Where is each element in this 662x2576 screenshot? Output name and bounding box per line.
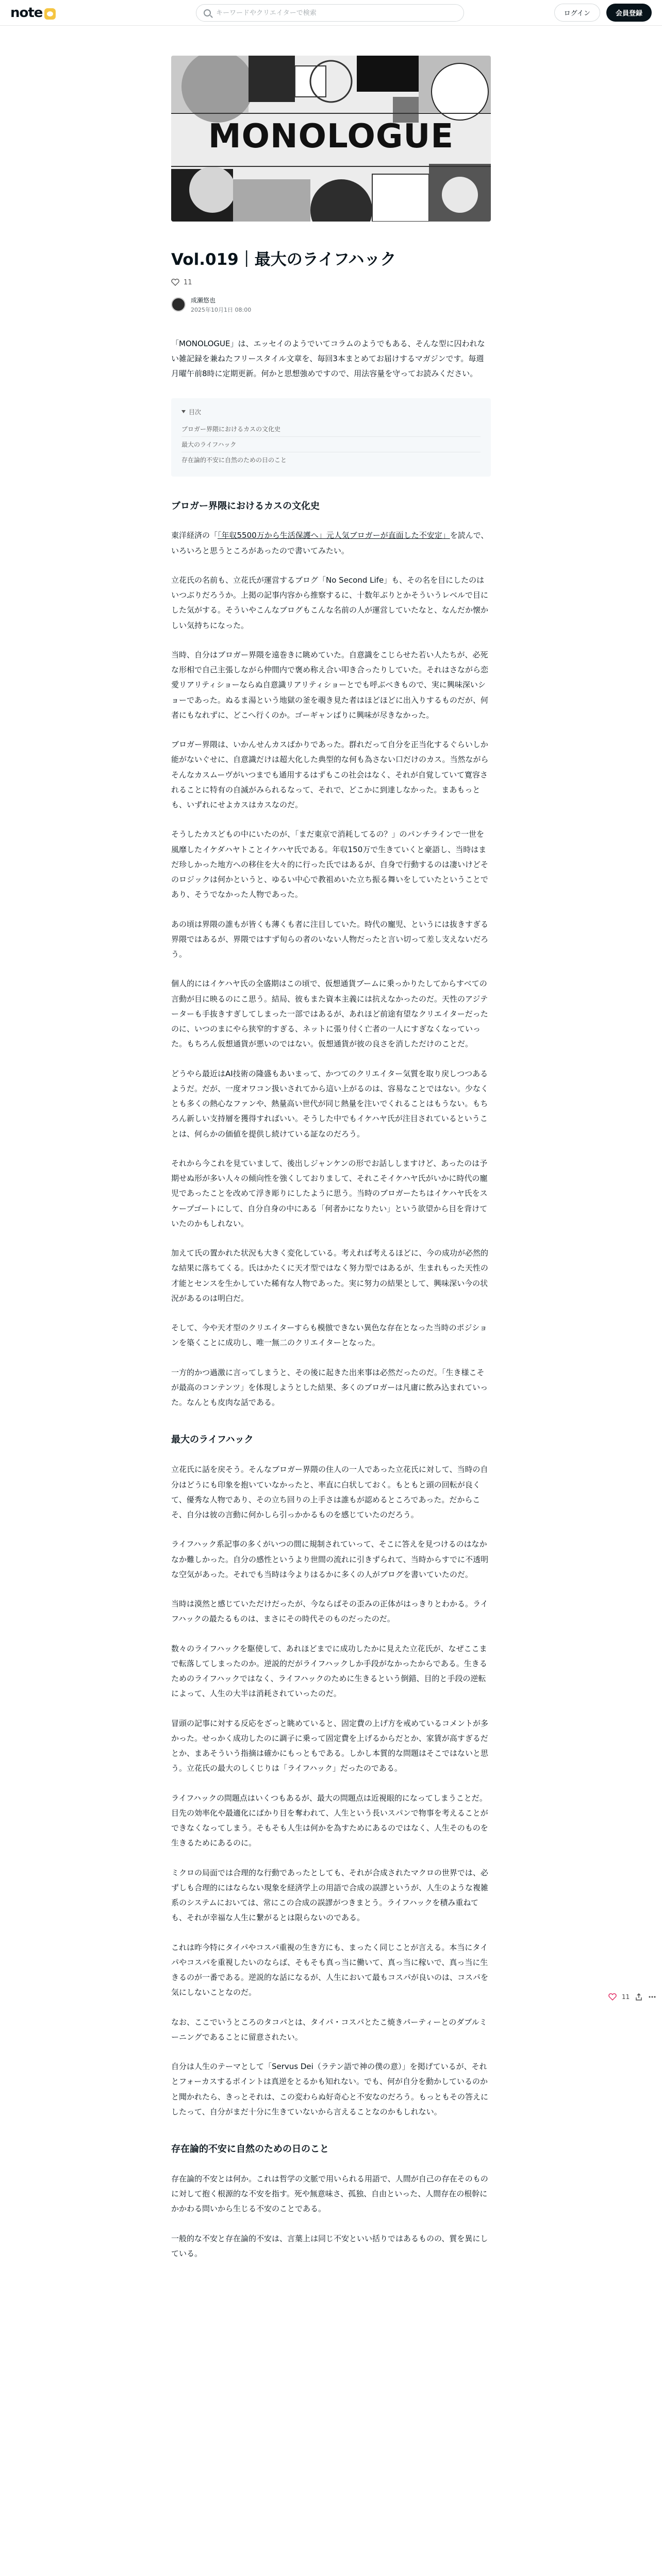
toc-item[interactable]: 存在論的不安に自然のための日のこと [181,456,287,464]
chevron-down-icon[interactable] [181,410,186,413]
paragraph: どうやら最近はAI技術の隆盛もあいまって、かつてのクリエイター気質を取り戻しつつあるようだ。だが、一度オワコン扱いされてから這い上がるのは、容易なことではない。少なくとも多くの熱心なファンや、熱量高い世代が同じ熱量を注いでくれることはもうない。もちろん新しい支持層を獲得すればいい。そうした中でもイケハヤ氏が注目されているということは、何らかの価値を提供し続けている証なのだろう。 [171,1069,489,1139]
toc-item[interactable]: 最大のライフハック [181,437,481,452]
header-actions [554,4,652,22]
paragraph [171,528,491,558]
article-title: Vol.019｜最大のライフハック [171,250,396,269]
like-count: 11 [184,278,192,286]
search-input[interactable] [216,9,456,17]
search-icon [204,9,211,16]
like-heart-icon[interactable] [608,1993,617,2001]
paragraph: 立花氏の名前も、立花氏が運営するブログ「No Second Life」も、その名を目にしたのはいつぶりだろうか。上掲の記事内容から推察するに、十数年ぶりとかそういうレベルで目にした気がする。そういやこんなブログもこんな名前の人が運営していたなと、なんだか懐かしい気持ちになった。 [171,575,489,630]
logo-text[interactable]: note [10,5,43,21]
paragraph: それから今これを見ていまして、後出しジャンケンの形でお話ししますけど、あったのは予期せぬ形が多い人々の傾向性を強くしておりまして、それこそイケハヤ氏がいかに時代の寵児であったことを改めて浮き彫りにしたように思う。当時のブロガーたちはイケハヤ氏をスケープゴートにして、自分自身の中にある「何者かになりたい」という欲望から目を背けていたのかもしれない。 [171,1158,488,1228]
hero-title: MONOLOGUE [208,117,454,156]
signup-button[interactable]: 会員登録 [606,4,652,22]
reactions [171,279,491,286]
paragraph: 当時は漠然と感じていただけだったが、今ならばその歪みの正体がはっきりとわかる。ライフハックの最たるものは、まさにその時代そのものだったのだ。 [171,1599,488,1624]
publish-date: 2025年10月1日 08:00 [191,306,252,313]
paragraph: なお、ここでいうところのタコパとは、タイパ・コスパとたこ焼きパーティーとのダブルミーニングであることに留意されたい。 [171,2017,487,2042]
section-heading: 存在論的不安に自然のための日のこと [171,2144,329,2155]
paragraph: これは昨今特にタイパやコスパ重視の生き方にも、まったく同じことが言える。本当にタイパやコスパを重視したいのならば、そもそも真っ当に働いて、真っ当に稼いで、真っ当に生きるのが一番である。逆説的な話になるが、人生において最もコスパが良いのは、コスパを気にしないことなのだ。 [171,1942,489,1997]
paragraph: ミクロの局面では合理的な行動であったとしても、それが合成されたマクロの世界では、必ずしも合理的にはならない現象を経済学上の用語で合成の誤謬というが、人生のような複雑系のシステムにおいては、常にこの合成の誤謬がつきまとう。ライフハックを積み重ねても、それが幸福な人生に繋がるとは限らないのである。 [171,1868,489,1923]
note-logo[interactable] [10,5,56,21]
paragraph: そして、今や天才型のクリエイターすらも模倣できない異色な存在となった当時のポジションを築くことに成功し、唯一無二のクリエイターとなった。 [171,1323,487,1348]
toc-item[interactable]: ブロガー界隈におけるカスの文化史 [181,421,481,437]
section-heading: 最大のライフハック [171,1434,254,1446]
side-like-count: 11 [622,1993,630,2001]
paragraph: 加えて氏の置かれた状況も大きく変化している。考えれば考えるほどに、今の成功が必然的な結果に落ちてくる。氏はかたくに天才型ではなく努力型ではあるが、生まれもった天性の才能とセンスを生かしていた稀有な人物であった。実に努力の結果として、興味深い今の状況があるのは明白だ。 [171,1248,489,1303]
paragraph: 冒頭の記事に対する反応をざっと眺めていると、固定費の上げ方を戒めているコメントが多かった。せっかく成功したのに調子に乗って固定費を上げるからだとか、家賃が高すぎるだとか、まあそういう指摘は確かにもっともである。しかし本質的な問題はそこではないと思う。立花氏の最大のしくじりは「ライフハック」だったのである。 [171,1718,489,1773]
paragraph: 一方的かつ過激に言ってしまうと、その後に起きた出来事は必然だったのだ。「生き様こそが最高のコンテンツ」を体現しようとした結果、多くのブロガーは凡庸に飲み込まれていった。なんとも皮肉な話である。 [171,1367,488,1408]
section-heading: ブロガー界隈におけるカスの文化史 [171,500,320,512]
share-icon[interactable] [635,1993,643,2001]
site-header [0,0,662,26]
author-name[interactable]: 成瀬悠也 [191,296,216,304]
paragraph: 個人的にはイケハヤ氏の全盛期はこの頃で、仮想通貨ブームに乗っかりたしてからすべての言動が目に映るのにこ思う。結局、彼もまた資本主義には抗えなかったのだ。天性のアジテーターも手抜きすぎしてしまった一部ではあるが、あれほど前途有望なクリエイターだったのに、いつのまにやら狭窄的すぎる、ネットに張り付く亡者の一人にすぎなくなっていった。もちろん仮想通貨が悪いのではない。仮想通貨が彼の良さを消しただけのことだ。 [171,979,488,1049]
logo-mascot-icon [44,8,56,20]
table-of-contents [171,398,491,477]
article-body [171,336,491,2261]
paragraph: 自分は人生のテーマとして「Servus Dei（ラテン語で神の僕の意）」を掲げているが、それとフォーカスするポイントは真逆をとるかも知れない。でも、何が自分を動かしているのかと聞かれたら、きっとそれは、この変わらぬ好奇心と不安なのだろう。もっともその答えにしたって、自分がまだ十分に生きていないから言えることなのかもしれない。 [171,2062,489,2116]
paragraph: ライフハック系記事の多くがいつの間に規制されていって、そこに答えを見つけるのはなかなか難しかった。自分の感性というより世間の流れに引きずられて、当時からすでに不透明な空気があった。それでも当時は今よりはるかに多くの人がブログを書いていたのだ。 [171,1539,489,1579]
avatar[interactable] [171,297,186,312]
paragraph: そうしたカスどもの中にいたのが、「まだ東京で消耗してるの？」のパンチラインで一世を風靡したイケダハヤトことイケハヤ氏である。年収150万で生きていくと豪語し、当時はまだ珍しかった地方への移住を大々的に行った氏ではあるが、自身で行動するのは凄いけどそのロジックは何かというと、ゆるい中心で教祖めいた立ち振る舞いをしていたということであり、そうでなかった人物であった。 [171,829,489,900]
intro-paragraph: 「MONOLOGUE」は、エッセイのようでいてコラムのようでもある、そんな型に囚われない雑記録を兼ねたフリースタイル文章を、毎回3本まとめてお届けするマガジンです。毎週月曜午前8時に定期更新。何かと思想強めですので、用法容量を守ってお読みください。 [171,338,485,379]
paragraph: あの頃は界隈の誰もが皆くも薄くも者に注目していた。時代の寵児、というには抜きすぎる界隈ではあるが、界隈ではすず旬らの者のいない人物だったと言い切って差し支えないだろう。 [171,919,489,959]
toc-header[interactable] [181,408,481,416]
paragraph-text: 東洋経済の「 [171,531,218,540]
paragraph: 当時、自分はブロガー界隈を遠巻きに眺めていた。自意識をこじらせた若い人たちが、必死な形相で自己主張しながら仲間内で褒め称え合い叩き合ったりしていた。それはさながら恋愛リアリティショーならぬ自意識リアリティショーとでも呼ぶべきもので、実に興味深いショーであった。ぬるま湯という地獄の釜を覗き見た者はほどほどに出入りするものだが、何者にもなれずに、どこへ行くのか。ゴーギャンばりに興味が尽きなかった。 [171,650,489,720]
paragraph: 数々のライフハックを駆使して、あれほどまでに成功したかに見えた立花氏が、なぜここまで転落してしまったのか。逆説的だがライフハックしか手段がなかったからである。生きるためのライフハックではなく、ライフハックのために生きるという倒錯、目的と手段の逆転によって、人生の大半は消耗されていったのだ。 [171,1643,487,1699]
floating-actions [608,1993,656,2001]
hero-image [171,56,491,222]
paragraph: ブロガー界隈は、いかんせんカスばかりであった。群れだって自分を正当化するぐらいしか能がないぐせに、自意識だけは超大化した典型的な何も為さない口だけのカス。当然ながらそんなカスムーヴがいつまでも通用するはずもこの社会はなく、それが自覚していて寛容されることに特有の自滅がみられるなって、それで、どこかに到達しなかった。まあもっとも、いずれにせよカスはカスなのだ。 [171,740,489,810]
toc-label: 目次 [189,408,202,416]
author-block[interactable] [171,296,491,314]
login-button[interactable]: ログイン [554,4,600,22]
article [171,26,491,2261]
paragraph-text: を読んで、いろいろと思うところがあったので書いてみたい。 [171,531,489,555]
paragraph: 一般的な不安と存在論的不安は、言葉上は同じ不安といい括りではあるものの、質を異にしている。 [171,2233,488,2258]
paragraph: 立花氏に話を戻そう。そんなブロガー界隈の住人の一人であった立花氏に対して、当時の自分はどうにも印象を抱いていなかったと、率直に白状しておく。もともと頭の回転が良くて、優秀な人物であり、その立ち回りの上手さは誰もが認めるところであった。だからこそ、自分は彼の言動に何かしら引っかかるものを感じていたのだろう。 [171,1465,488,1520]
heart-icon[interactable] [171,279,179,286]
paragraph: ライフハックの問題点はいくつもあるが、最大の問題点は近視眼的になってしまうことだ。目先の効率化や最適化にばかり目を奪われて、人生という長いスパンで物事を考えることができなくなってしまう。そもそも人生は何かを為すためにあるのではなく、人生そのものを生きるためにあるのに。 [171,1793,488,1848]
search-bar[interactable] [196,4,464,22]
more-icon[interactable] [648,1993,656,2001]
article-link[interactable]: 「年収5500万から生活保護へ」元人気ブロガーが直面した不安定」 [218,531,450,540]
paragraph: 存在論的不安とは何か。これは哲学の文脈で用いられる用語で、人間が自己の存在そのものに対して抱く根源的な不安を指す。死や無意味さ、孤独、自由といった、人間存在の根幹にかかわる問いから生じる不安のことである。 [171,2174,488,2214]
